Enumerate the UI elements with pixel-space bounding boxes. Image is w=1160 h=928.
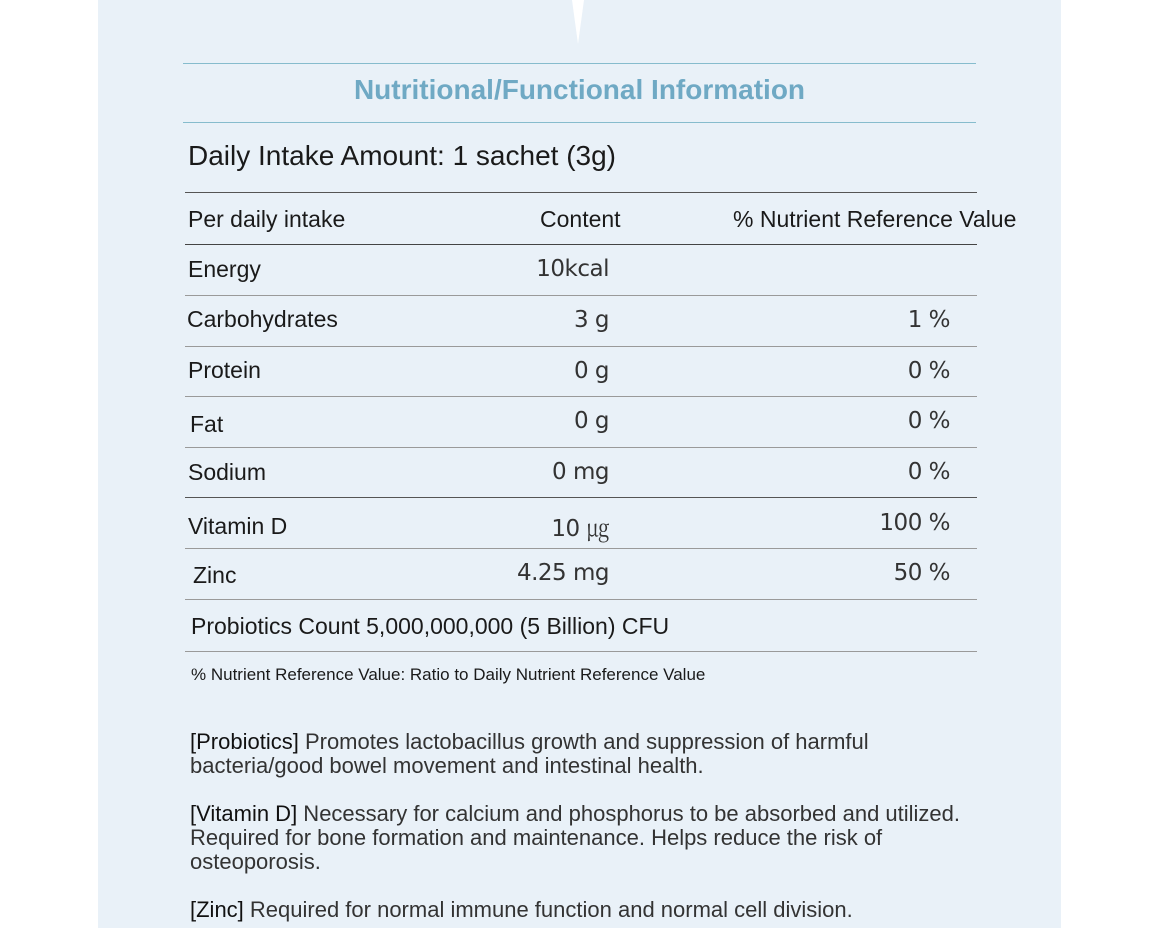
row-content-sodium: 0 mg — [552, 459, 609, 485]
row-name-sodium: Sodium — [188, 459, 266, 485]
function-tag: [Zinc] — [190, 897, 244, 922]
table-bottom-rule — [185, 651, 977, 652]
function-text: Promotes lactobacillus growth and suppression of harmful bacteria/good bowel movement and intestinal health. — [190, 729, 869, 778]
row-divider — [185, 346, 977, 347]
row-name-energy: Energy — [188, 256, 261, 282]
function-probiotics — [190, 730, 990, 778]
function-text: Required for normal immune function and normal cell division. — [243, 897, 853, 922]
table-top-rule — [185, 192, 977, 193]
row-divider — [185, 497, 977, 498]
row-divider — [185, 447, 977, 448]
row-divider — [185, 295, 977, 296]
row-content-vitamin-d: 10 ㎍ — [551, 516, 609, 542]
row-content-energy: 10kcal — [536, 256, 609, 282]
row-divider — [185, 396, 977, 397]
nrv-footnote: % Nutrient Reference Value: Ratio to Daily Nutrient Reference Value — [191, 665, 706, 684]
row-name-zinc: Zinc — [193, 562, 237, 588]
probiotics-count: Probiotics Count 5,000,000,000 (5 Billion) CFU — [191, 613, 670, 639]
function-text: Necessary for calcium and phosphorus to be absorbed and utilized. Required for bone formation and maintenance. Helps reduce the risk of osteoporosis. — [190, 801, 961, 874]
row-content-protein: 0 g — [573, 358, 609, 384]
row-divider — [185, 548, 977, 549]
row-nrv-fat: 0 % — [907, 408, 950, 434]
row-nrv-sodium: 0 % — [907, 459, 950, 485]
row-name-fat: Fat — [190, 411, 224, 437]
row-content-fat: 0 g — [573, 408, 609, 434]
row-nrv-vitamin-d: 100 % — [879, 510, 950, 536]
daily-intake-amount: Daily Intake Amount: 1 sachet (3g) — [188, 140, 616, 171]
row-content-carbohydrates: 3 g — [573, 307, 609, 333]
row-nrv-protein: 0 % — [907, 358, 950, 384]
title-bottom-rule — [183, 122, 976, 123]
function-zinc — [190, 898, 990, 922]
header-nrv: % Nutrient Reference Value — [733, 206, 1017, 232]
row-name-carbohydrates: Carbohydrates — [187, 306, 338, 332]
section-title: Nutritional/Functional Information — [353, 74, 806, 105]
function-vitamin-d — [190, 802, 990, 874]
header-content: Content — [540, 206, 621, 232]
table-header-rule — [185, 244, 977, 245]
row-divider — [185, 599, 977, 600]
header-per-daily-intake: Per daily intake — [188, 206, 346, 232]
row-nrv-carbohydrates: 1 % — [907, 307, 950, 333]
decorative-tip — [572, 0, 584, 44]
title-top-rule — [183, 63, 976, 64]
row-name-protein: Protein — [188, 357, 261, 383]
row-nrv-zinc: 50 % — [893, 560, 950, 586]
function-tag: [Probiotics] — [190, 729, 299, 754]
function-tag: [Vitamin D] — [190, 801, 298, 826]
row-name-vitamin-d: Vitamin D — [188, 513, 288, 539]
row-content-zinc: 4.25 mg — [516, 560, 609, 586]
